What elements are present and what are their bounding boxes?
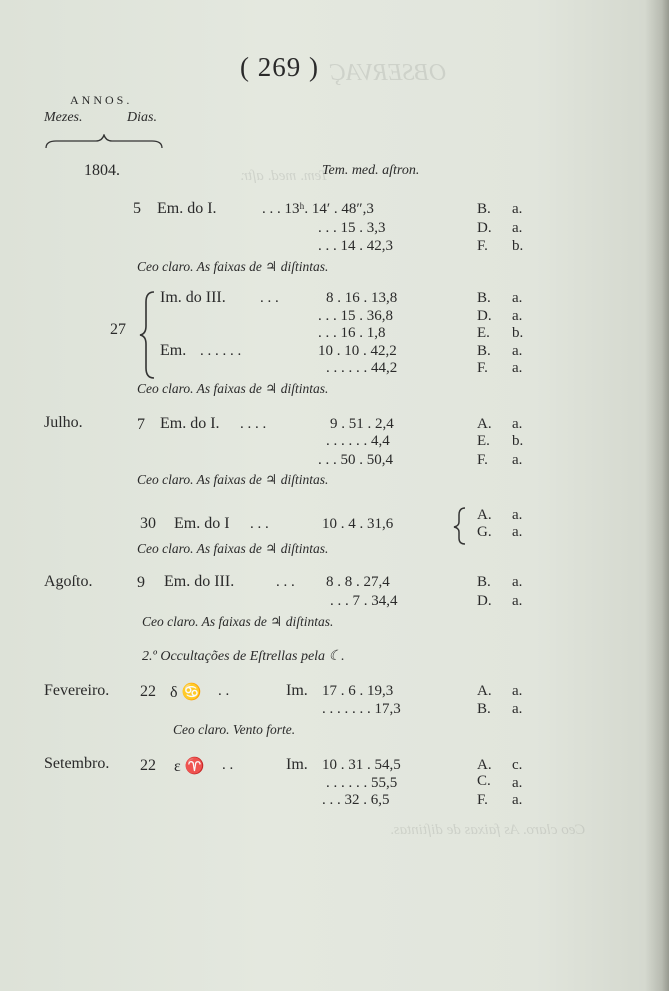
event-label: Em. do I.	[160, 415, 220, 432]
note-code: a.	[512, 775, 523, 791]
note-code: b.	[512, 325, 524, 341]
note-code: b.	[512, 433, 524, 449]
star-code: D.	[477, 308, 492, 324]
time-value: 9 . 51 . 2,4	[330, 416, 394, 432]
show-through-text: Tem. med. aſtr.	[240, 168, 329, 184]
day-label: 27	[110, 321, 126, 338]
show-through-text: Ceo claro. As faixas de diſtintas.	[390, 822, 586, 838]
time-value: 10 . 31 . 54,5	[322, 757, 401, 773]
star-code: E.	[477, 325, 490, 341]
star-code: F.	[477, 452, 488, 468]
time-value: 8 . 16 . 13,8	[326, 290, 398, 306]
day-label: 22	[140, 757, 156, 774]
time-dots: . .	[218, 683, 230, 699]
note-code: c.	[512, 757, 523, 773]
sky-remark: Ceo claro. As faixas de ♃ diſtintas.	[137, 541, 329, 556]
time-value: 10 . 10 . 42,2	[318, 343, 397, 359]
star-code: B.	[477, 574, 491, 590]
time-value: . . . 15 . 3,3	[318, 220, 386, 236]
phase-label: Im.	[286, 682, 308, 699]
header-brace	[44, 134, 164, 152]
time-value: . . . . . . 4,4	[326, 433, 390, 449]
star-code: C.	[477, 773, 491, 789]
event-label: Em. do I	[174, 515, 230, 532]
star-code: B.	[477, 290, 491, 306]
sky-remark: Ceo claro. As faixas de ♃ diſtintas.	[137, 381, 329, 396]
month-label: Setembro.	[44, 755, 110, 772]
star-code: A.	[477, 416, 492, 432]
star-code: F.	[477, 360, 488, 376]
note-code: a.	[512, 701, 523, 717]
sky-remark: Ceo claro. Vento forte.	[173, 722, 296, 737]
year-label: 1804.	[84, 162, 120, 179]
row-brace	[138, 290, 158, 380]
star-code: D.	[477, 220, 492, 236]
star-symbol: ε ♈	[174, 758, 205, 775]
row-brace	[452, 506, 468, 546]
sky-remark: Ceo claro. As faixas de ♃ diſtintas.	[142, 614, 334, 629]
time-value: . . . . . . . 17,3	[322, 701, 401, 717]
time-column-heading: Tem. med. aſtron.	[322, 163, 420, 178]
note-code: a.	[512, 308, 523, 324]
time-value: . . . 50 . 50,4	[318, 452, 393, 468]
time-value: . . . 14 . 42,3	[318, 238, 393, 254]
time-value: . . . . . . 55,5	[326, 775, 398, 791]
star-code: D.	[477, 593, 492, 609]
time-dots: . . . .	[240, 416, 267, 432]
time-value: . . . . . . 44,2	[326, 360, 398, 376]
time-dots: . .	[222, 757, 234, 773]
note-code: a.	[512, 220, 523, 236]
note-code: a.	[512, 574, 523, 590]
event-label: Em. do I.	[157, 200, 217, 217]
note-code: a.	[512, 343, 523, 359]
note-code: a.	[512, 290, 523, 306]
note-code: a.	[512, 452, 523, 468]
star-code: G.	[477, 524, 492, 540]
time-value: . . . 13ʰ. 14′ . 48″,3	[262, 201, 374, 217]
dias-heading: Dias.	[127, 110, 157, 125]
star-code: B.	[477, 201, 491, 217]
time-value: . . . 32 . 6,5	[322, 792, 390, 808]
note-code: a.	[512, 792, 523, 808]
sky-remark: Ceo claro. As faixas de ♃ diſtintas.	[137, 259, 329, 274]
event-label: Im. do III.	[160, 289, 226, 306]
day-label: 5	[133, 200, 141, 217]
time-dots: . . .	[276, 574, 295, 590]
sky-remark: Ceo claro. As faixas de ♃ diſtintas.	[137, 472, 329, 487]
mezes-heading: Mezes.	[44, 110, 83, 125]
star-code: F.	[477, 238, 488, 254]
day-label: 30	[140, 515, 156, 532]
star-code: A.	[477, 507, 492, 523]
annos-heading: ANNOS.	[70, 93, 133, 107]
note-code: a.	[512, 683, 523, 699]
time-value: . . . 16 . 1,8	[318, 325, 386, 341]
note-code: a.	[512, 416, 523, 432]
time-value: . . . 15 . 36,8	[318, 308, 393, 324]
month-label: Agoſto.	[44, 573, 93, 590]
note-code: a.	[512, 593, 523, 609]
note-code: a.	[512, 360, 523, 376]
page-edge-shadow	[645, 0, 669, 991]
time-value: 10 . 4 . 31,6	[322, 516, 394, 532]
show-through-text: OBSERVAÇ	[330, 60, 447, 86]
note-code: a.	[512, 507, 523, 523]
star-code: B.	[477, 701, 491, 717]
star-code: A.	[477, 683, 492, 699]
event-label: Em. do III.	[164, 573, 235, 590]
phase-label: Im.	[286, 756, 308, 773]
day-label: 22	[140, 683, 156, 700]
month-label: Fevereiro.	[44, 682, 110, 699]
star-code: F.	[477, 792, 488, 808]
event-label: Em.	[160, 342, 187, 359]
star-code: E.	[477, 433, 490, 449]
time-value: 17 . 6 . 19,3	[322, 683, 394, 699]
day-label: 7	[137, 416, 145, 433]
note-code: a.	[512, 524, 523, 540]
section-title: 2.º Occultações de Eſtrellas pela ☾.	[142, 649, 345, 664]
day-label: 9	[137, 574, 145, 591]
time-value: . . . 7 . 34,4	[330, 593, 398, 609]
time-value: 8 . 8 . 27,4	[326, 574, 390, 590]
star-code: A.	[477, 757, 492, 773]
note-code: a.	[512, 201, 523, 217]
note-code: b.	[512, 238, 524, 254]
time-dots: . . . . . .	[200, 343, 242, 359]
star-code: B.	[477, 343, 491, 359]
month-label: Julho.	[44, 414, 83, 431]
time-dots: . . .	[260, 290, 279, 306]
time-dots: . . .	[250, 516, 269, 532]
star-symbol: δ ♋	[170, 684, 202, 701]
page-number: ( 269 )	[240, 52, 319, 82]
